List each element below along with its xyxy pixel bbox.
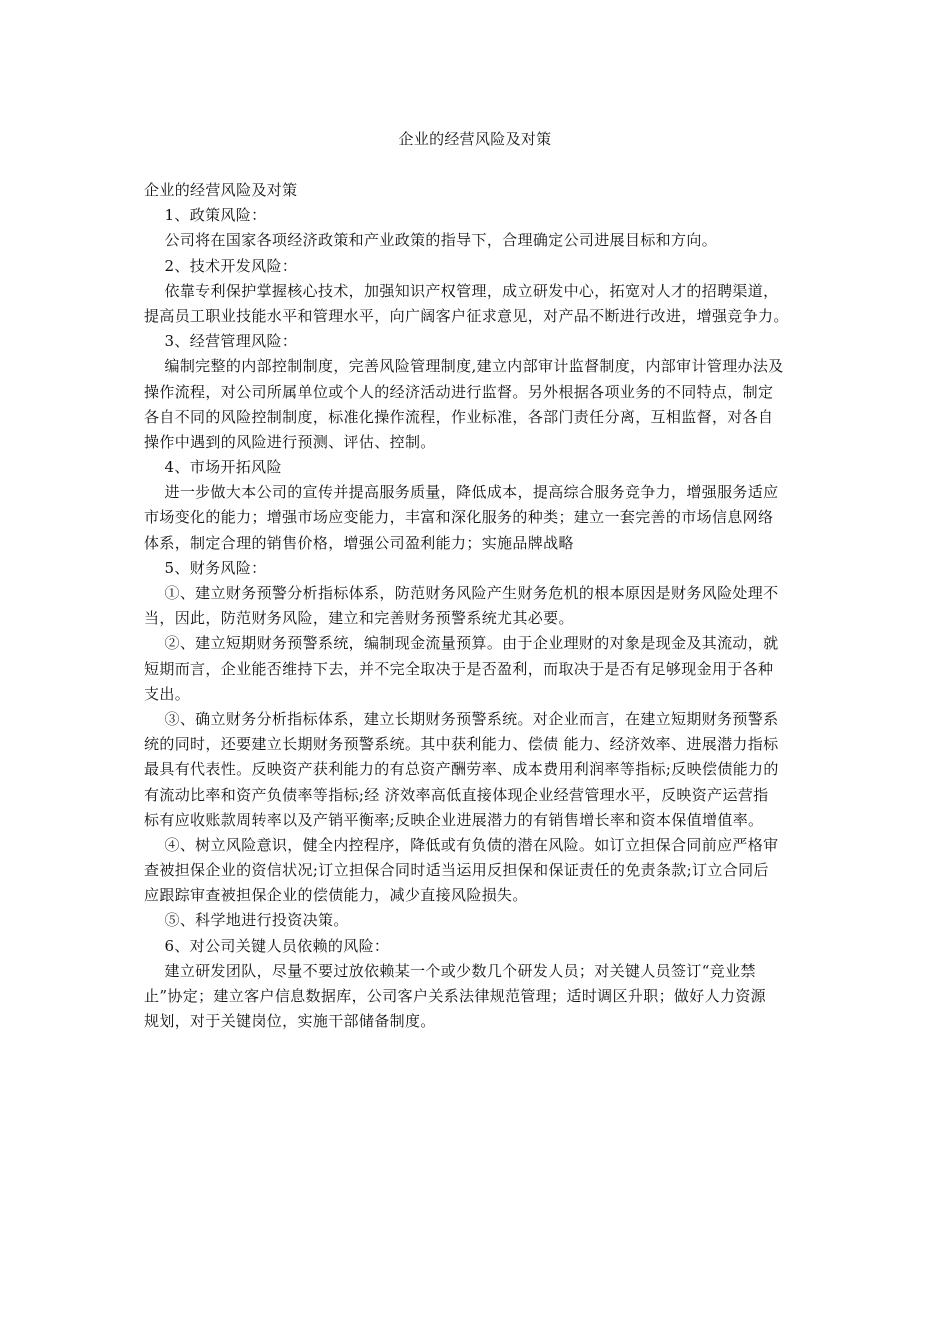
text-line: 1、政策风险： — [144, 206, 267, 225]
document-body — [144, 178, 812, 1034]
text-line: 有流动比率和资产负债率等指标;经 济效率高低直接体现企业经营管理水平，反映资产运营指 — [144, 785, 769, 804]
text-line: 应跟踪审查被担保企业的偿债能力，减少直接风险损失。 — [144, 886, 528, 905]
text-line: 企业的经营风险及对策 — [144, 181, 298, 199]
text-line: 当，因此，防范财务风险，建立和完善财务预警系统尤其必要。 — [144, 609, 574, 628]
text-line: 提高员工职业技能水平和管理水平，向广阔客户征求意见，对产品不断进行改进，增强竞争力。 — [144, 306, 789, 325]
text-line: ①、建立财务预警分析指标体系，防范财务风险产生财务危机的根本原因是财务风险处理不 — [144, 584, 779, 602]
text-line: 公司将在国家各项经济政策和产业政策的指导下，合理确定公司进展目标和方向。 — [144, 231, 718, 250]
text-line: 建立研发团队，尽量不要过放依赖某一个或少数几个研发人员；对关键人员签订“竞业禁 — [144, 961, 756, 980]
text-line: 5、财务风险： — [144, 558, 267, 577]
text-line: 标有应收账款周转率以及产销平衡率;反映企业进展潜力的有销售增长率和资本保值增值率。 — [144, 810, 764, 829]
text-line: 短期而言，企业能否维持下去，并不完全取决于是否盈利，而取决于是否有足够现金用于各种 — [144, 659, 774, 678]
text-line: 进一步做大本公司的宣传并提高服务质量，降低成本，提高综合服务竞争力，增强服务适应 — [144, 483, 779, 502]
text-line: 止”协定；建立客户信息数据库，公司客户关系法律规范管理；适时调区升职；做好人力资源 — [144, 987, 767, 1005]
text-line: ④、树立风险意识，健全内控程序，降低或有负债的潜在风险。如订立担保合同前应严格审 — [144, 835, 779, 854]
text-line: 4、市场开拓风险 — [144, 458, 282, 477]
text-line: 各自不同的风险控制制度，标准化操作流程，作业标准，各部门责任分离，互相监督，对各自 — [144, 407, 774, 426]
text-line: 市场变化的能力；增强市场应变能力，丰富和深化服务的种类；建立一套完善的市场信息网络 — [144, 508, 774, 527]
text-line: 操作流程，对公司所属单位或个人的经济活动进行监督。另外根据各项业务的不同特点，制定 — [144, 382, 774, 401]
text-line: 查被担保企业的资信状况;订立担保合同时适当运用反担保和保证责任的免责条款;订立合同后 — [144, 861, 769, 880]
text-line: 支出。 — [144, 684, 191, 703]
text-line: 统的同时，还要建立长期财务预警系统。其中获利能力、偿债 能力、经济效率、进展潜力指标 — [144, 735, 779, 754]
text-line: 最具有代表性。反映资产获利能力的有总资产酬劳率、成本费用利润率等指标;反映偿债能力的 — [144, 760, 779, 779]
text-line: 2、技术开发风险： — [144, 256, 298, 275]
text-line: 编制完整的内部控制制度，完善风险管理制度,建立内部审计监督制度，内部审计管理办法及 — [144, 357, 784, 376]
text-line: ②、建立短期财务预警系统，编制现金流量预算。由于企业理财的对象是现金及其流动，就 — [144, 634, 779, 653]
text-line: 规划，对于关键岗位，实施干部储备制度。 — [144, 1012, 436, 1031]
document-title: 企业的经营风险及对策 — [398, 130, 552, 148]
text-line: ⑤、科学地进行投资决策。 — [144, 911, 349, 930]
text-line: 3、经营管理风险： — [144, 332, 298, 351]
text-line: 操作中遇到的风险进行预测、评估、控制。 — [144, 432, 436, 451]
text-line: 6、对公司关键人员依赖的风险： — [144, 936, 390, 955]
text-line: ③、确立财务分析指标体系，建立长期财务预警系统。对企业而言，在建立短期财务预警系 — [144, 709, 779, 728]
text-line: 依靠专利保护掌握核心技术，加强知识产权管理，成立研发中心，拓宽对人才的招聘渠道， — [144, 281, 779, 300]
text-line: 体系，制定合理的销售价格，增强公司盈利能力；实施品牌战略 — [144, 533, 574, 552]
